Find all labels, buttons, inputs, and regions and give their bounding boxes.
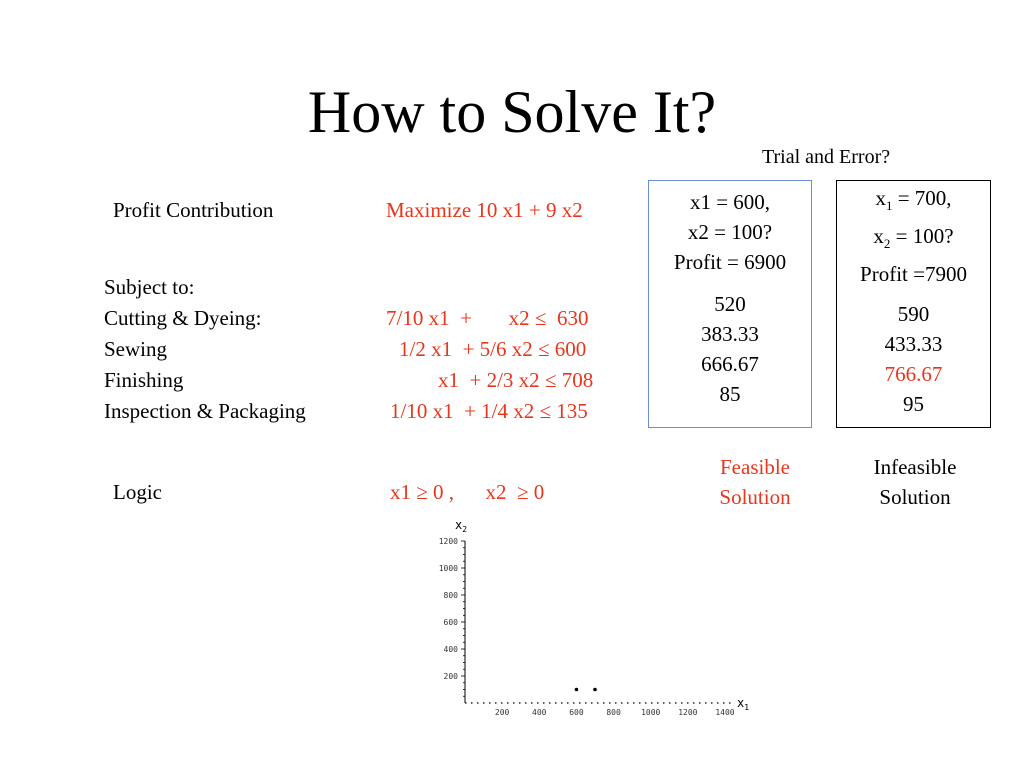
y-tick-label: 200 (443, 672, 458, 681)
y-tick-label: 600 (443, 618, 458, 627)
slide-title: How to Solve It? (307, 79, 717, 145)
infeasible-x1-line: $x_1 = 700$, (875, 186, 952, 214)
logic-expression: x1 ≥ 0 , x2 ≥ 0 (390, 480, 545, 504)
constraint-label-finishing: Finishing (104, 368, 184, 392)
infeasible-value-finishing: 766.67 (884, 362, 943, 387)
infeasible-value-cutting: 590 (897, 302, 930, 327)
trial-point (593, 688, 597, 692)
y-tick-label: 400 (443, 645, 458, 654)
constraint-expr-sewing: 1/2 x1 + 5/6 x2 ≤ 600 (399, 337, 587, 361)
y-tick-label: 1000 (438, 564, 458, 573)
x-tick-label: 1200 (678, 708, 698, 717)
x-axis-label: $x_1$ (737, 696, 750, 712)
x-tick-label: 400 (532, 708, 547, 717)
trial-and-error-label: Trial and Error? (762, 146, 891, 168)
objective-label: Profit Contribution (113, 198, 274, 222)
x-tick-label: 800 (606, 708, 621, 717)
objective-expression: Maximize 10 x1 + 9 x2 (386, 198, 583, 222)
y-tick-label: 1200 (438, 537, 458, 546)
feasible-x2-line: x2 = 100? (687, 220, 773, 244)
infeasible-solution-label: Infeasible Solution (873, 455, 957, 509)
subject-to-label: Subject to: (104, 275, 195, 299)
constraint-label-inspection: Inspection & Packaging (104, 399, 306, 423)
feasible-value-finishing: 666.67 (701, 352, 759, 376)
x-tick-label: 200 (494, 708, 510, 717)
constraint-expr-inspection: 1/10 x1 + 1/4 x2 ≤ 135 (390, 399, 588, 423)
constraint-label-cutting: Cutting & Dyeing: (104, 306, 262, 330)
constraint-expr-cutting: 7/10 x1 + x2 ≤ 630 (386, 306, 589, 330)
feasible-profit-line: Profit = 6900 (673, 250, 787, 274)
infeasible-trial-box (836, 180, 991, 428)
feasible-solution-label: Feasible Solution (719, 455, 791, 509)
feasible-value-inspection: 85 (719, 382, 741, 406)
y-axis-label: $x_2$ (455, 518, 468, 534)
trial-points-plot (420, 515, 760, 720)
x-tick-label: 1400 (715, 708, 735, 717)
x-tick-label: 600 (569, 708, 584, 717)
feasible-value-sewing: 383.33 (701, 322, 759, 346)
feasible-value-cutting: 520 (714, 292, 746, 316)
infeasible-value-inspection: 95 (903, 392, 924, 417)
x-tick-label: 1000 (641, 708, 661, 717)
feasible-x1-line: x1 = 600, (689, 190, 771, 214)
logic-label: Logic (113, 480, 162, 504)
constraint-label-sewing: Sewing (104, 337, 167, 361)
trial-point (575, 688, 579, 692)
infeasible-x2-line: $x_2 = 100$? (873, 224, 954, 252)
constraint-expr-finishing: x1 + 2/3 x2 ≤ 708 (438, 368, 594, 392)
feasible-trial-box (648, 180, 812, 428)
infeasible-profit-line: Profit =7900 (860, 262, 967, 287)
infeasible-value-sewing: 433.33 (884, 332, 943, 357)
y-tick-label: 800 (443, 591, 458, 600)
